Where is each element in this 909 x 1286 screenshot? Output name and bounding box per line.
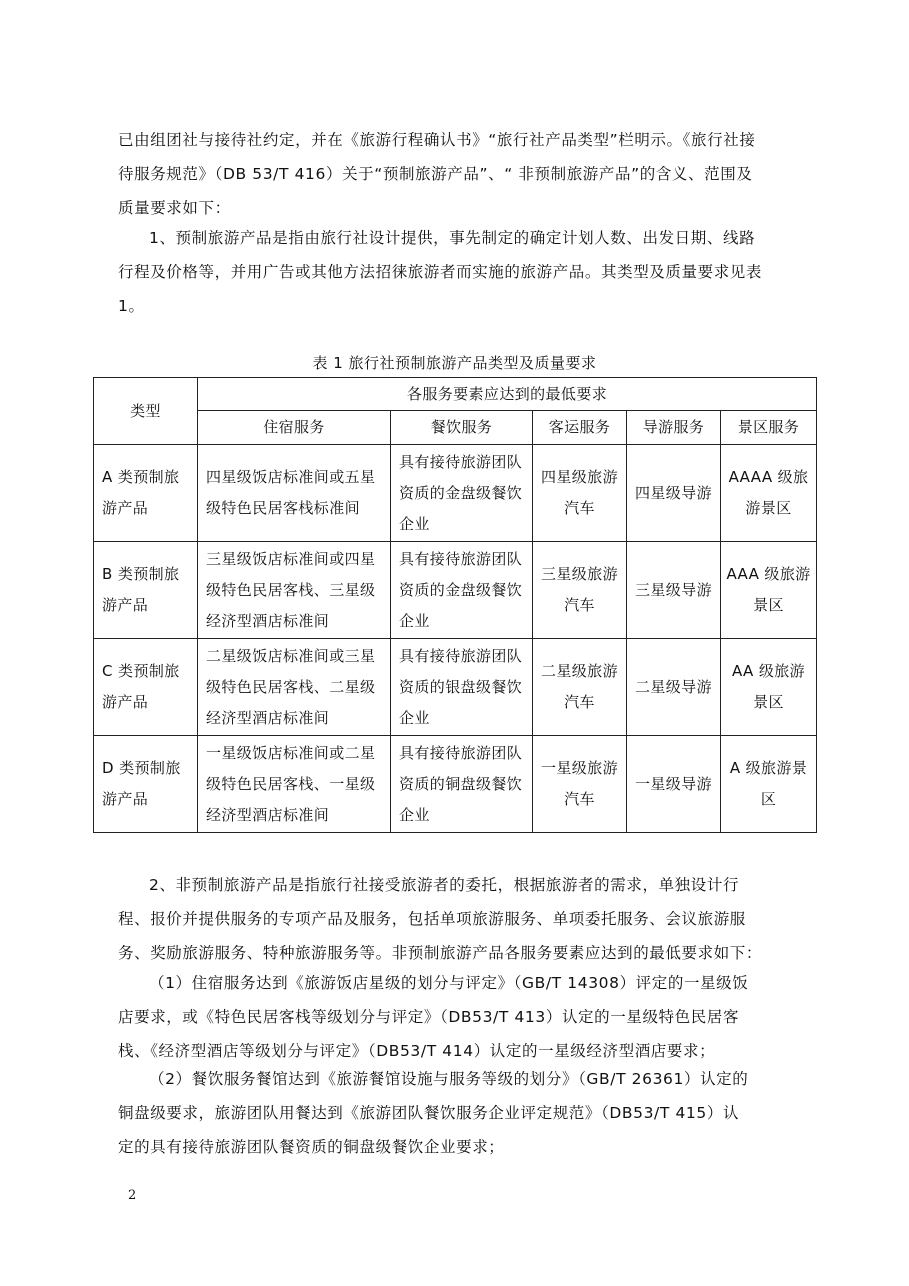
item1-line: （1）住宿服务达到《旅游饭店星级的划分与评定》（GB/T 14308）评定的一星级饭 xyxy=(149,974,749,992)
header-type: 类型 xyxy=(94,378,198,445)
table-row xyxy=(94,542,817,639)
section1-line: 1、预制旅游产品是指由旅行社设计提供，事先制定的确定计划人数、出发日期、线路 xyxy=(149,229,756,247)
cell-scenic: AA 级旅游景区 xyxy=(721,639,817,736)
cell-type: D 类预制旅游产品 xyxy=(94,736,198,833)
intro-line: 已由组团社与接待社约定，并在《旅游行程确认书》“旅行社产品类型”栏明示。《旅行社接 xyxy=(118,131,756,149)
header-lodging: 住宿服务 xyxy=(198,411,391,445)
cell-transport: 二星级旅游汽车 xyxy=(533,639,627,736)
cell-lodging: 一星级饭店标准间或二星级特色民居客栈、一星级经济型酒店标准间 xyxy=(198,736,391,833)
item2-line: 定的具有接待旅游团队餐资质的铜盘级餐饮企业要求； xyxy=(118,1138,505,1156)
intro-line: 质量要求如下： xyxy=(118,199,231,217)
cell-transport: 一星级旅游汽车 xyxy=(533,736,627,833)
table-subheader-row xyxy=(94,411,817,445)
table-row xyxy=(94,639,817,736)
table-caption: 表 1 旅行社预制旅游产品类型及质量要求 xyxy=(312,354,597,372)
header-guide: 导游服务 xyxy=(627,411,721,445)
header-catering: 餐饮服务 xyxy=(391,411,533,445)
section2-line: 务、奖励旅游服务、特种旅游服务等。非预制旅游产品各服务要素应达到的最低要求如下： xyxy=(118,944,763,962)
cell-scenic: AAAA 级旅游景区 xyxy=(721,445,817,542)
section2-paragraph xyxy=(118,868,794,970)
cell-catering: 具有接待旅游团队资质的银盘级餐饮企业 xyxy=(391,639,533,736)
section1-paragraph xyxy=(118,221,794,323)
table-row xyxy=(94,445,817,542)
item1-paragraph xyxy=(118,966,794,1068)
section1-line: 1。 xyxy=(118,297,145,315)
cell-transport: 四星级旅游汽车 xyxy=(533,445,627,542)
section2-line: 2、非预制旅游产品是指旅行社接受旅游者的委托，根据旅游者的需求，单独设计行 xyxy=(149,876,740,894)
cell-transport: 三星级旅游汽车 xyxy=(533,542,627,639)
table-header-row xyxy=(94,378,817,411)
cell-lodging: 二星级饭店标准间或三星级特色民居客栈、二星级经济型酒店标准间 xyxy=(198,639,391,736)
item1-line: 店要求，或《特色民居客栈等级划分与评定》（DB53/T 413）认定的一星级特色民居客 xyxy=(118,1008,740,1026)
product-type-table xyxy=(93,377,817,833)
cell-guide: 三星级导游 xyxy=(627,542,721,639)
section1-line: 行程及价格等，并用广告或其他方法招徕旅游者而实施的旅游产品。其类型及质量要求见表 xyxy=(118,263,763,281)
cell-catering: 具有接待旅游团队资质的铜盘级餐饮企业 xyxy=(391,736,533,833)
cell-scenic: AAA 级旅游景区 xyxy=(721,542,817,639)
section2-line: 程、报价并提供服务的专项产品及服务，包括单项旅游服务、单项委托服务、会议旅游服 xyxy=(118,910,746,928)
cell-type: C 类预制旅游产品 xyxy=(94,639,198,736)
cell-guide: 四星级导游 xyxy=(627,445,721,542)
page-number: 2 xyxy=(128,1188,137,1203)
cell-catering: 具有接待旅游团队资质的金盘级餐饮企业 xyxy=(391,542,533,639)
table-row xyxy=(94,736,817,833)
cell-lodging: 三星级饭店标准间或四星级特色民居客栈、三星级经济型酒店标准间 xyxy=(198,542,391,639)
cell-lodging: 四星级饭店标准间或五星级特色民居客栈标准间 xyxy=(198,445,391,542)
header-transport: 客运服务 xyxy=(533,411,627,445)
header-group: 各服务要素应达到的最低要求 xyxy=(198,378,817,411)
cell-guide: 二星级导游 xyxy=(627,639,721,736)
cell-guide: 一星级导游 xyxy=(627,736,721,833)
item2-line: 铜盘级要求，旅游团队用餐达到《旅游团队餐饮服务企业评定规范》（DB53/T 415）认 xyxy=(118,1104,740,1122)
intro-line: 待服务规范》（DB 53/T 416）关于“预制旅游产品”、“ 非预制旅游产品”的含义、范围及 xyxy=(118,165,753,183)
cell-type: B 类预制旅游产品 xyxy=(94,542,198,639)
item2-line: （2）餐饮服务餐馆达到《旅游餐馆设施与服务等级的划分》（GB/T 26361）认定的 xyxy=(149,1070,749,1088)
cell-type: A 类预制旅游产品 xyxy=(94,445,198,542)
cell-catering: 具有接待旅游团队资质的金盘级餐饮企业 xyxy=(391,445,533,542)
intro-paragraph xyxy=(118,123,794,225)
item1-line: 栈、《经济型酒店等级划分与评定》（DB53/T 414）认定的一星级经济型酒店要求； xyxy=(118,1042,716,1060)
cell-scenic: A 级旅游景区 xyxy=(721,736,817,833)
header-scenic: 景区服务 xyxy=(721,411,817,445)
item2-paragraph xyxy=(118,1062,794,1164)
